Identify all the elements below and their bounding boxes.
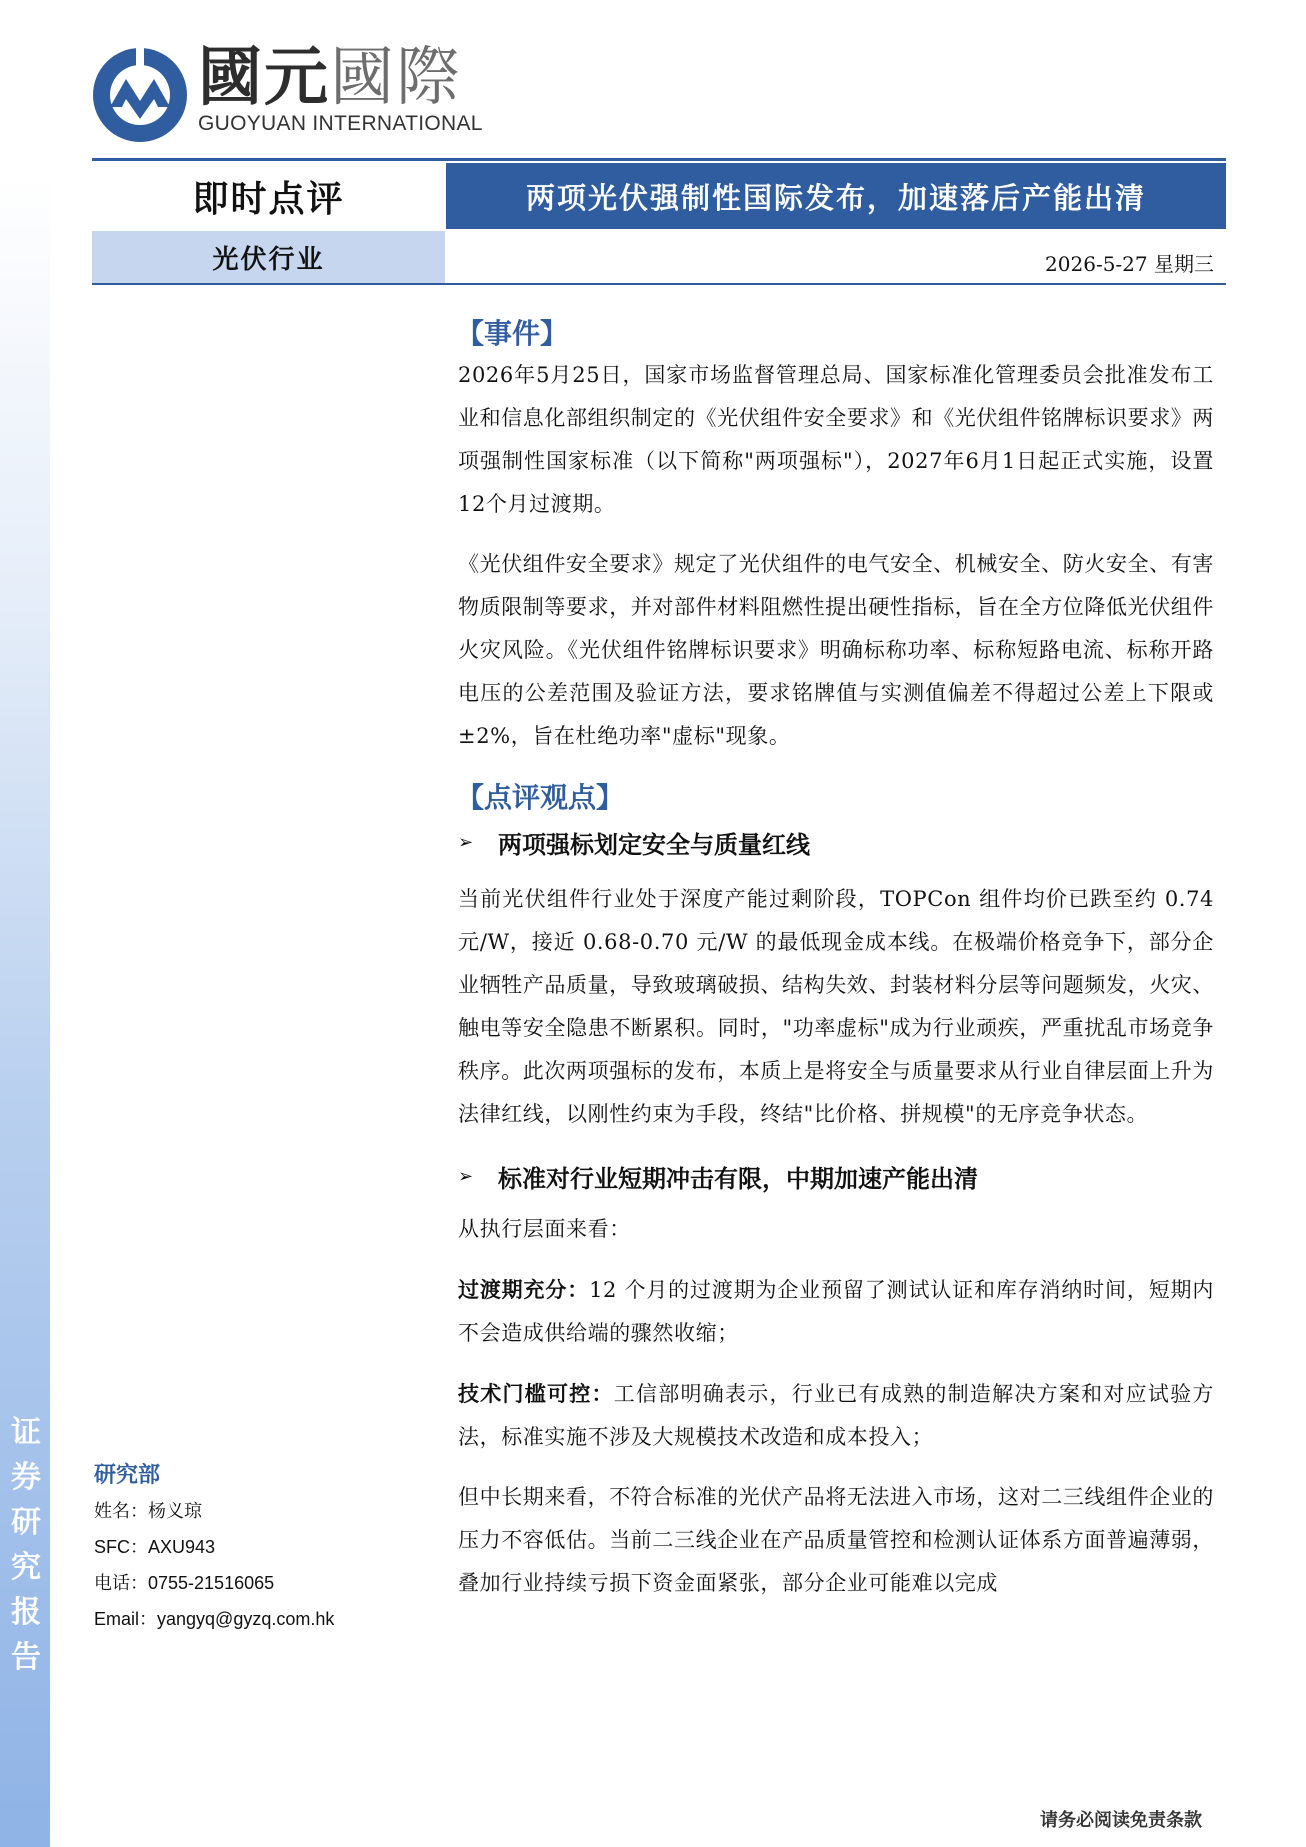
point-title-text: 标准对行业短期冲击有限，中期加速产能出清 [498, 1163, 978, 1193]
report-type: 即时点评 [192, 177, 345, 220]
side-label [8, 1410, 44, 1680]
main-content [458, 314, 1214, 1605]
review-heading: 【点评观点】 [456, 781, 625, 814]
industry-label: 光伏行业 [92, 231, 445, 283]
event-heading: 【事件】 [456, 317, 569, 350]
list-item [458, 1372, 1214, 1459]
analyst-sfc: SFC：AXU943 [94, 1537, 216, 1557]
side-char: 报 [11, 1595, 41, 1630]
brand-name-part: 國元 [198, 41, 330, 115]
report-title: 两项光伏强制性国际发布，加速落后产能出清 [446, 163, 1226, 229]
header-rule-bottom [92, 283, 1226, 285]
point-title [458, 1154, 1214, 1198]
brand-name-part: 國際 [330, 41, 462, 115]
point-paragraph: 当前光伏组件行业处于深度产能过剩阶段，TOPCon 组件均价已跌至约 0.74 元/W，接近 0.68-0.70 元/W 的最低现金成本线。在极端价格竞争下，部分企业牺牲产品质量，导致玻璃破损、结构失效、封装材料分层等问题频发，火灾、触电等安全隐患不断累积。同时，"功率虚标"成为行业顽疾，严重扰乱市场竞争秩序。此次两项强标的发布，本质上是将安全与质量要求从行业自律层面上升为法律红线，以刚性约束为手段，终结"比价格、拼规模"的无序竞争状态。 [458, 887, 1214, 1126]
brand-name-en: GUOYUAN INTERNATIONAL [198, 112, 483, 135]
arrow-bullet-icon: ➢ [458, 1165, 474, 1187]
point-title-text: 两项强标划定安全与质量红线 [498, 829, 810, 859]
event-paragraph: 2026年5月25日，国家市场监督管理总局、国家标准化管理委员会批准发布工业和信息化部组织制定的《光伏组件安全要求》和《光伏组件铭牌标识要求》两项强制性国家标准（以下简称"两项强标"），2027年6月1日起正式实施，设置12个月过渡期。 [458, 363, 1214, 516]
list-item-label: 技术门槛可控： [458, 1381, 614, 1406]
side-char: 究 [11, 1550, 41, 1585]
disclaimer-link[interactable]: 请务必阅读免责条款 [1040, 1810, 1202, 1831]
side-char: 券 [11, 1460, 41, 1495]
analyst-phone: 电话：0755-21516065 [94, 1573, 275, 1593]
list-item-label: 过渡期充分： [458, 1277, 590, 1302]
event-paragraph: 《光伏组件安全要求》规定了光伏组件的电气安全、机械安全、防火安全、有害物质限制等要求，并对部件材料阻燃性提出硬性指标，旨在全方位降低光伏组件火灾风险。《光伏组件铭牌标识要求》明确标称功率、标称短路电流、标称开路电压的公差范围及验证方法，要求铭牌值与实测值偏差不得超过公差上下限或±2%，旨在杜绝功率"虚标"现象。 [458, 552, 1214, 748]
research-dept: 研究部 [94, 1462, 161, 1488]
closing-paragraph: 但中长期来看，不符合标准的光伏产品将无法进入市场，这对二三线组件企业的压力不容低估。当前二三线企业在产品质量管控和检测认证体系方面普遍薄弱，叠加行业持续亏损下资金面紧张，部分企业可能难以完成 [458, 1485, 1214, 1595]
point-intro: 从执行层面来看： [458, 1217, 631, 1241]
list-item-text: 12 个月的过渡期为企业预留了测试认证和库存消纳时间，短期内不会造成供给端的骤然收缩； [458, 1278, 1214, 1345]
side-char: 证 [11, 1415, 41, 1450]
point-title [458, 820, 1214, 864]
report-date: 2026-5-27 星期三 [1045, 252, 1214, 276]
guoyuan-logo-icon [90, 45, 190, 145]
analyst-name: 姓名：杨义琼 [94, 1501, 202, 1521]
header-rule [92, 158, 1226, 161]
side-char: 研 [11, 1505, 41, 1540]
arrow-bullet-icon: ➢ [458, 831, 474, 853]
analyst-email[interactable]: Email：yangyq@gyzq.com.hk [94, 1609, 335, 1629]
list-item [458, 1268, 1214, 1355]
list-item-text: 工信部明确表示，行业已有成熟的制造解决方案和对应试验方法，标准实施不涉及大规模技术改造和成本投入； [458, 1382, 1214, 1449]
side-char: 告 [11, 1640, 41, 1675]
brand-name-cn [198, 42, 462, 114]
